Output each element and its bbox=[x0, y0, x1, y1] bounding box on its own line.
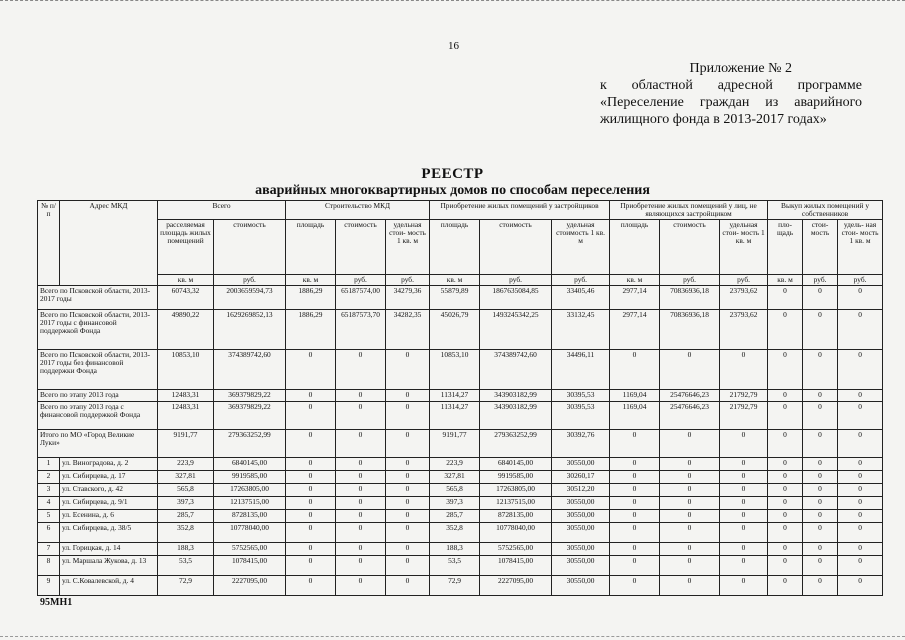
value-cell: 0 bbox=[768, 543, 803, 556]
value-cell: 0 bbox=[803, 471, 838, 484]
footer-code: 95МН1 bbox=[40, 597, 73, 608]
value-cell: 1886,29 bbox=[286, 286, 336, 310]
value-cell: 0 bbox=[838, 497, 883, 510]
value-cell: 30512,20 bbox=[552, 484, 610, 497]
value-cell: 0 bbox=[768, 556, 803, 576]
table-row bbox=[38, 576, 883, 596]
value-cell: 30550,00 bbox=[552, 576, 610, 596]
row-number: 3 bbox=[38, 484, 60, 497]
value-cell: 0 bbox=[803, 484, 838, 497]
subheader-pd-unit: удельная стоимость 1 кв. м bbox=[552, 220, 610, 275]
value-cell: 0 bbox=[838, 350, 883, 390]
value-cell: 0 bbox=[803, 286, 838, 310]
unit-cell: руб. bbox=[552, 275, 610, 286]
value-cell: 23793,62 bbox=[720, 286, 768, 310]
unit-cell: кв. м bbox=[610, 275, 660, 286]
summary-label: Итого по МО «Город Великие Луки» bbox=[38, 430, 158, 458]
summary-label: Всего по этапу 2013 года с финансовой поддержкой Фонда bbox=[38, 402, 158, 430]
table-row bbox=[38, 510, 883, 523]
value-cell: 0 bbox=[768, 430, 803, 458]
value-cell: 34496,11 bbox=[552, 350, 610, 390]
value-cell: 0 bbox=[660, 497, 720, 510]
unit-cell: кв. м bbox=[286, 275, 336, 286]
house-address: ул. Маршала Жукова, д. 13 bbox=[60, 556, 158, 576]
value-cell: 0 bbox=[660, 471, 720, 484]
value-cell: 0 bbox=[720, 556, 768, 576]
subheader-total-cost: стоимость bbox=[214, 220, 286, 275]
value-cell: 279363252,99 bbox=[480, 430, 552, 458]
subheader-b-unit: удель- ная стои- мость 1 кв. м bbox=[838, 220, 883, 275]
value-cell: 1629269852,13 bbox=[214, 310, 286, 350]
value-cell: 1867635084,85 bbox=[480, 286, 552, 310]
appendix-block bbox=[600, 60, 862, 128]
value-cell: 21792,79 bbox=[720, 402, 768, 430]
value-cell: 0 bbox=[838, 471, 883, 484]
value-cell: 0 bbox=[286, 556, 336, 576]
scan-edge-bottom bbox=[0, 636, 905, 637]
value-cell: 285,7 bbox=[158, 510, 214, 523]
unit-cell: руб. bbox=[838, 275, 883, 286]
appendix-title: Приложение № 2 bbox=[689, 61, 792, 76]
value-cell: 397,3 bbox=[430, 497, 480, 510]
value-cell: 0 bbox=[386, 523, 430, 543]
value-cell: 0 bbox=[286, 458, 336, 471]
summary-label: Всего по этапу 2013 года bbox=[38, 390, 158, 402]
subheader-c-cost: стоимость bbox=[336, 220, 386, 275]
col-header-num: № п/п bbox=[38, 201, 60, 286]
value-cell: 2227095,00 bbox=[214, 576, 286, 596]
value-cell: 33405,46 bbox=[552, 286, 610, 310]
value-cell: 0 bbox=[720, 543, 768, 556]
value-cell: 0 bbox=[768, 310, 803, 350]
summary-label: Всего по Псковской области, 2013-2017 годы без финансовой поддержки Фонда bbox=[38, 350, 158, 390]
value-cell: 34279,36 bbox=[386, 286, 430, 310]
value-cell: 0 bbox=[610, 576, 660, 596]
value-cell: 0 bbox=[336, 523, 386, 543]
value-cell: 10778040,00 bbox=[480, 523, 552, 543]
header-row-groups bbox=[38, 201, 883, 220]
value-cell: 0 bbox=[768, 402, 803, 430]
value-cell: 0 bbox=[660, 458, 720, 471]
value-cell: 0 bbox=[336, 390, 386, 402]
value-cell: 565,8 bbox=[430, 484, 480, 497]
page-number: 16 bbox=[448, 40, 459, 52]
value-cell: 0 bbox=[610, 430, 660, 458]
value-cell: 65187574,00 bbox=[336, 286, 386, 310]
value-cell: 1169,04 bbox=[610, 390, 660, 402]
value-cell: 1078415,00 bbox=[480, 556, 552, 576]
house-address: ул. Сибирцева, д. 17 bbox=[60, 471, 158, 484]
value-cell: 0 bbox=[336, 430, 386, 458]
summary-row bbox=[38, 402, 883, 430]
row-number: 9 bbox=[38, 576, 60, 596]
value-cell: 0 bbox=[336, 471, 386, 484]
value-cell: 0 bbox=[660, 350, 720, 390]
value-cell: 188,3 bbox=[430, 543, 480, 556]
value-cell: 565,8 bbox=[158, 484, 214, 497]
value-cell: 0 bbox=[610, 471, 660, 484]
scan-edge-top bbox=[0, 0, 905, 1]
value-cell: 30392,76 bbox=[552, 430, 610, 458]
value-cell: 25476646,23 bbox=[660, 402, 720, 430]
value-cell: 0 bbox=[803, 497, 838, 510]
value-cell: 8728135,00 bbox=[214, 510, 286, 523]
value-cell: 369379829,22 bbox=[214, 390, 286, 402]
value-cell: 0 bbox=[803, 430, 838, 458]
row-number: 1 bbox=[38, 458, 60, 471]
unit-cell: руб. bbox=[720, 275, 768, 286]
value-cell: 0 bbox=[768, 458, 803, 471]
value-cell: 5752565,00 bbox=[480, 543, 552, 556]
value-cell: 0 bbox=[286, 484, 336, 497]
value-cell: 352,8 bbox=[430, 523, 480, 543]
value-cell: 0 bbox=[838, 523, 883, 543]
value-cell: 0 bbox=[336, 484, 386, 497]
value-cell: 0 bbox=[286, 510, 336, 523]
value-cell: 327,81 bbox=[158, 471, 214, 484]
value-cell: 0 bbox=[838, 310, 883, 350]
value-cell: 0 bbox=[768, 350, 803, 390]
col-header-purchase-others: Приобретение жилых помещений у лиц, не являющихся застройщиком bbox=[610, 201, 768, 220]
value-cell: 0 bbox=[286, 402, 336, 430]
register-table bbox=[37, 200, 883, 596]
value-cell: 72,9 bbox=[430, 576, 480, 596]
value-cell: 0 bbox=[838, 430, 883, 458]
row-number: 4 bbox=[38, 497, 60, 510]
value-cell: 9919585,00 bbox=[214, 471, 286, 484]
value-cell: 34282,35 bbox=[386, 310, 430, 350]
table-row bbox=[38, 543, 883, 556]
value-cell: 10853,10 bbox=[158, 350, 214, 390]
value-cell: 0 bbox=[720, 497, 768, 510]
value-cell: 70836936,18 bbox=[660, 286, 720, 310]
value-cell: 17263805,00 bbox=[214, 484, 286, 497]
subheader-b-area: пло- щадь bbox=[768, 220, 803, 275]
value-cell: 21792,79 bbox=[720, 390, 768, 402]
value-cell: 0 bbox=[286, 390, 336, 402]
value-cell: 11314,27 bbox=[430, 402, 480, 430]
value-cell: 279363252,99 bbox=[214, 430, 286, 458]
value-cell: 30550,00 bbox=[552, 497, 610, 510]
col-header-buyout: Выкуп жилых помещений у собственников bbox=[768, 201, 883, 220]
house-address: ул. С.Ковалевской, д. 4 bbox=[60, 576, 158, 596]
subheader-po-cost: стоимость bbox=[660, 220, 720, 275]
subheader-pd-cost: стоимость bbox=[480, 220, 552, 275]
unit-cell: руб. bbox=[480, 275, 552, 286]
value-cell: 0 bbox=[286, 543, 336, 556]
document-subtitle: аварийных многоквартирных домов по способам переселения bbox=[255, 183, 650, 198]
subheader-total-area: расселяемая площадь жилых помещений bbox=[158, 220, 214, 275]
summary-row bbox=[38, 430, 883, 458]
value-cell: 0 bbox=[768, 510, 803, 523]
value-cell: 11314,27 bbox=[430, 390, 480, 402]
value-cell: 6840145,00 bbox=[480, 458, 552, 471]
value-cell: 30550,00 bbox=[552, 543, 610, 556]
value-cell: 0 bbox=[610, 484, 660, 497]
value-cell: 0 bbox=[720, 510, 768, 523]
value-cell: 0 bbox=[768, 576, 803, 596]
value-cell: 2977,14 bbox=[610, 286, 660, 310]
house-address: ул. Есенина, д. 6 bbox=[60, 510, 158, 523]
value-cell: 0 bbox=[336, 402, 386, 430]
house-address: ул. Ставского, д. 42 bbox=[60, 484, 158, 497]
value-cell: 5752565,00 bbox=[214, 543, 286, 556]
row-number: 5 bbox=[38, 510, 60, 523]
value-cell: 8728135,00 bbox=[480, 510, 552, 523]
value-cell: 65187573,70 bbox=[336, 310, 386, 350]
summary-row bbox=[38, 310, 883, 350]
value-cell: 0 bbox=[336, 556, 386, 576]
value-cell: 0 bbox=[336, 458, 386, 471]
value-cell: 2977,14 bbox=[610, 310, 660, 350]
value-cell: 0 bbox=[803, 556, 838, 576]
value-cell: 0 bbox=[803, 576, 838, 596]
value-cell: 30395,53 bbox=[552, 402, 610, 430]
value-cell: 0 bbox=[838, 510, 883, 523]
value-cell: 23793,62 bbox=[720, 310, 768, 350]
value-cell: 0 bbox=[720, 484, 768, 497]
value-cell: 0 bbox=[386, 390, 430, 402]
col-header-total: Всего bbox=[158, 201, 286, 220]
appendix-line: «Переселение граждан из аварийного bbox=[600, 95, 862, 110]
value-cell: 12483,31 bbox=[158, 402, 214, 430]
value-cell: 30550,00 bbox=[552, 458, 610, 471]
value-cell: 0 bbox=[768, 471, 803, 484]
value-cell: 0 bbox=[720, 458, 768, 471]
value-cell: 0 bbox=[838, 458, 883, 471]
value-cell: 0 bbox=[660, 510, 720, 523]
value-cell: 30395,53 bbox=[552, 390, 610, 402]
value-cell: 0 bbox=[386, 543, 430, 556]
house-address: ул. Сибирцева, д. 38/5 bbox=[60, 523, 158, 543]
table-row bbox=[38, 523, 883, 543]
col-header-construction: Строительство МКД bbox=[286, 201, 430, 220]
value-cell: 0 bbox=[610, 510, 660, 523]
unit-cell: руб. bbox=[386, 275, 430, 286]
row-number: 8 bbox=[38, 556, 60, 576]
house-address: ул. Виноградова, д. 2 bbox=[60, 458, 158, 471]
value-cell: 0 bbox=[803, 350, 838, 390]
value-cell: 327,81 bbox=[430, 471, 480, 484]
unit-cell: руб. bbox=[803, 275, 838, 286]
value-cell: 0 bbox=[660, 523, 720, 543]
value-cell: 0 bbox=[660, 576, 720, 596]
value-cell: 30260,17 bbox=[552, 471, 610, 484]
value-cell: 374389742,60 bbox=[480, 350, 552, 390]
summary-label: Всего по Псковской области, 2013-2017 годы с финансовой поддержкой Фонда bbox=[38, 310, 158, 350]
value-cell: 0 bbox=[286, 350, 336, 390]
value-cell: 397,3 bbox=[158, 497, 214, 510]
subheader-pd-area: площадь bbox=[430, 220, 480, 275]
subheader-c-area: площадь bbox=[286, 220, 336, 275]
value-cell: 0 bbox=[610, 543, 660, 556]
row-number: 6 bbox=[38, 523, 60, 543]
value-cell: 0 bbox=[838, 286, 883, 310]
value-cell: 0 bbox=[386, 471, 430, 484]
value-cell: 30550,00 bbox=[552, 510, 610, 523]
value-cell: 0 bbox=[286, 471, 336, 484]
value-cell: 0 bbox=[803, 310, 838, 350]
value-cell: 0 bbox=[768, 390, 803, 402]
value-cell: 17263805,00 bbox=[480, 484, 552, 497]
header-row-subcolumns bbox=[38, 220, 883, 275]
value-cell: 0 bbox=[610, 458, 660, 471]
value-cell: 30550,00 bbox=[552, 523, 610, 543]
value-cell: 10853,10 bbox=[430, 350, 480, 390]
value-cell: 10778040,00 bbox=[214, 523, 286, 543]
value-cell: 0 bbox=[386, 430, 430, 458]
appendix-line: жилищного фонда в 2013-2017 годах» bbox=[600, 112, 827, 127]
col-header-address: Адрес МКД bbox=[60, 201, 158, 286]
table-row bbox=[38, 497, 883, 510]
value-cell: 12483,31 bbox=[158, 390, 214, 402]
table-row bbox=[38, 556, 883, 576]
value-cell: 0 bbox=[336, 497, 386, 510]
value-cell: 2227095,00 bbox=[480, 576, 552, 596]
value-cell: 0 bbox=[720, 430, 768, 458]
value-cell: 0 bbox=[838, 543, 883, 556]
value-cell: 49890,22 bbox=[158, 310, 214, 350]
unit-cell: руб. bbox=[214, 275, 286, 286]
value-cell: 33132,45 bbox=[552, 310, 610, 350]
unit-cell: кв. м bbox=[158, 275, 214, 286]
value-cell: 0 bbox=[386, 576, 430, 596]
value-cell: 1493245342,25 bbox=[480, 310, 552, 350]
value-cell: 70836936,18 bbox=[660, 310, 720, 350]
value-cell: 0 bbox=[336, 510, 386, 523]
value-cell: 0 bbox=[386, 458, 430, 471]
value-cell: 9191,77 bbox=[158, 430, 214, 458]
value-cell: 0 bbox=[336, 350, 386, 390]
subheader-b-cost: стои- мость bbox=[803, 220, 838, 275]
value-cell: 72,9 bbox=[158, 576, 214, 596]
house-address: ул. Сибирцева, д. 9/1 bbox=[60, 497, 158, 510]
value-cell: 53,5 bbox=[158, 556, 214, 576]
value-cell: 0 bbox=[286, 497, 336, 510]
value-cell: 0 bbox=[803, 390, 838, 402]
value-cell: 0 bbox=[768, 497, 803, 510]
value-cell: 343903182,99 bbox=[480, 390, 552, 402]
summary-row bbox=[38, 286, 883, 310]
row-number: 7 bbox=[38, 543, 60, 556]
value-cell: 9919585,00 bbox=[480, 471, 552, 484]
document-title: РЕЕСТР bbox=[421, 166, 484, 182]
summary-row bbox=[38, 390, 883, 402]
value-cell: 285,7 bbox=[430, 510, 480, 523]
value-cell: 188,3 bbox=[158, 543, 214, 556]
value-cell: 0 bbox=[838, 556, 883, 576]
value-cell: 0 bbox=[803, 402, 838, 430]
value-cell: 0 bbox=[386, 484, 430, 497]
unit-cell: кв. м bbox=[768, 275, 803, 286]
value-cell: 0 bbox=[286, 523, 336, 543]
subheader-po-unit: удельная стои- мость 1 кв. м bbox=[720, 220, 768, 275]
value-cell: 0 bbox=[838, 402, 883, 430]
value-cell: 0 bbox=[386, 510, 430, 523]
unit-cell: руб. bbox=[336, 275, 386, 286]
value-cell: 0 bbox=[286, 576, 336, 596]
value-cell: 369379829,22 bbox=[214, 402, 286, 430]
value-cell: 352,8 bbox=[158, 523, 214, 543]
value-cell: 0 bbox=[660, 543, 720, 556]
value-cell: 0 bbox=[720, 350, 768, 390]
value-cell: 0 bbox=[803, 543, 838, 556]
row-number: 2 bbox=[38, 471, 60, 484]
units-row bbox=[38, 275, 883, 286]
value-cell: 0 bbox=[610, 556, 660, 576]
subheader-c-unit: удельная стои- мость 1 кв. м bbox=[386, 220, 430, 275]
value-cell: 45026,79 bbox=[430, 310, 480, 350]
value-cell: 1078415,00 bbox=[214, 556, 286, 576]
value-cell: 0 bbox=[660, 556, 720, 576]
value-cell: 0 bbox=[336, 543, 386, 556]
value-cell: 223,9 bbox=[430, 458, 480, 471]
value-cell: 1169,04 bbox=[610, 402, 660, 430]
unit-cell: руб. bbox=[660, 275, 720, 286]
value-cell: 0 bbox=[803, 458, 838, 471]
value-cell: 0 bbox=[768, 523, 803, 543]
summary-label: Всего по Псковской области, 2013-2017 годы bbox=[38, 286, 158, 310]
value-cell: 1886,29 bbox=[286, 310, 336, 350]
value-cell: 0 bbox=[838, 576, 883, 596]
value-cell: 0 bbox=[660, 484, 720, 497]
col-header-purchase-developers: Приобретение жилых помещений у застройщиков bbox=[430, 201, 610, 220]
value-cell: 0 bbox=[720, 471, 768, 484]
value-cell: 0 bbox=[803, 510, 838, 523]
value-cell: 0 bbox=[838, 390, 883, 402]
unit-cell: кв. м bbox=[430, 275, 480, 286]
value-cell: 0 bbox=[720, 576, 768, 596]
value-cell: 53,5 bbox=[430, 556, 480, 576]
value-cell: 30550,00 bbox=[552, 556, 610, 576]
value-cell: 12137515,00 bbox=[214, 497, 286, 510]
value-cell: 12137515,00 bbox=[480, 497, 552, 510]
value-cell: 25476646,23 bbox=[660, 390, 720, 402]
value-cell: 0 bbox=[336, 576, 386, 596]
appendix-line: к областной адресной программе bbox=[600, 78, 862, 93]
value-cell: 374389742,60 bbox=[214, 350, 286, 390]
value-cell: 55879,89 bbox=[430, 286, 480, 310]
table-row bbox=[38, 458, 883, 471]
value-cell: 0 bbox=[768, 484, 803, 497]
table-row bbox=[38, 484, 883, 497]
value-cell: 0 bbox=[720, 523, 768, 543]
value-cell: 2003659594,73 bbox=[214, 286, 286, 310]
value-cell: 223,9 bbox=[158, 458, 214, 471]
value-cell: 0 bbox=[610, 350, 660, 390]
table-row bbox=[38, 471, 883, 484]
summary-row bbox=[38, 350, 883, 390]
value-cell: 0 bbox=[803, 523, 838, 543]
value-cell: 6840145,00 bbox=[214, 458, 286, 471]
value-cell: 60743,32 bbox=[158, 286, 214, 310]
house-address: ул. Горицкая, д. 14 bbox=[60, 543, 158, 556]
value-cell: 0 bbox=[386, 497, 430, 510]
value-cell: 9191,77 bbox=[430, 430, 480, 458]
value-cell: 0 bbox=[286, 430, 336, 458]
value-cell: 0 bbox=[768, 286, 803, 310]
value-cell: 0 bbox=[660, 430, 720, 458]
value-cell: 0 bbox=[386, 556, 430, 576]
value-cell: 0 bbox=[610, 523, 660, 543]
value-cell: 0 bbox=[386, 350, 430, 390]
value-cell: 343903182,99 bbox=[480, 402, 552, 430]
value-cell: 0 bbox=[386, 402, 430, 430]
subheader-po-area: площадь bbox=[610, 220, 660, 275]
value-cell: 0 bbox=[610, 497, 660, 510]
value-cell: 0 bbox=[838, 484, 883, 497]
